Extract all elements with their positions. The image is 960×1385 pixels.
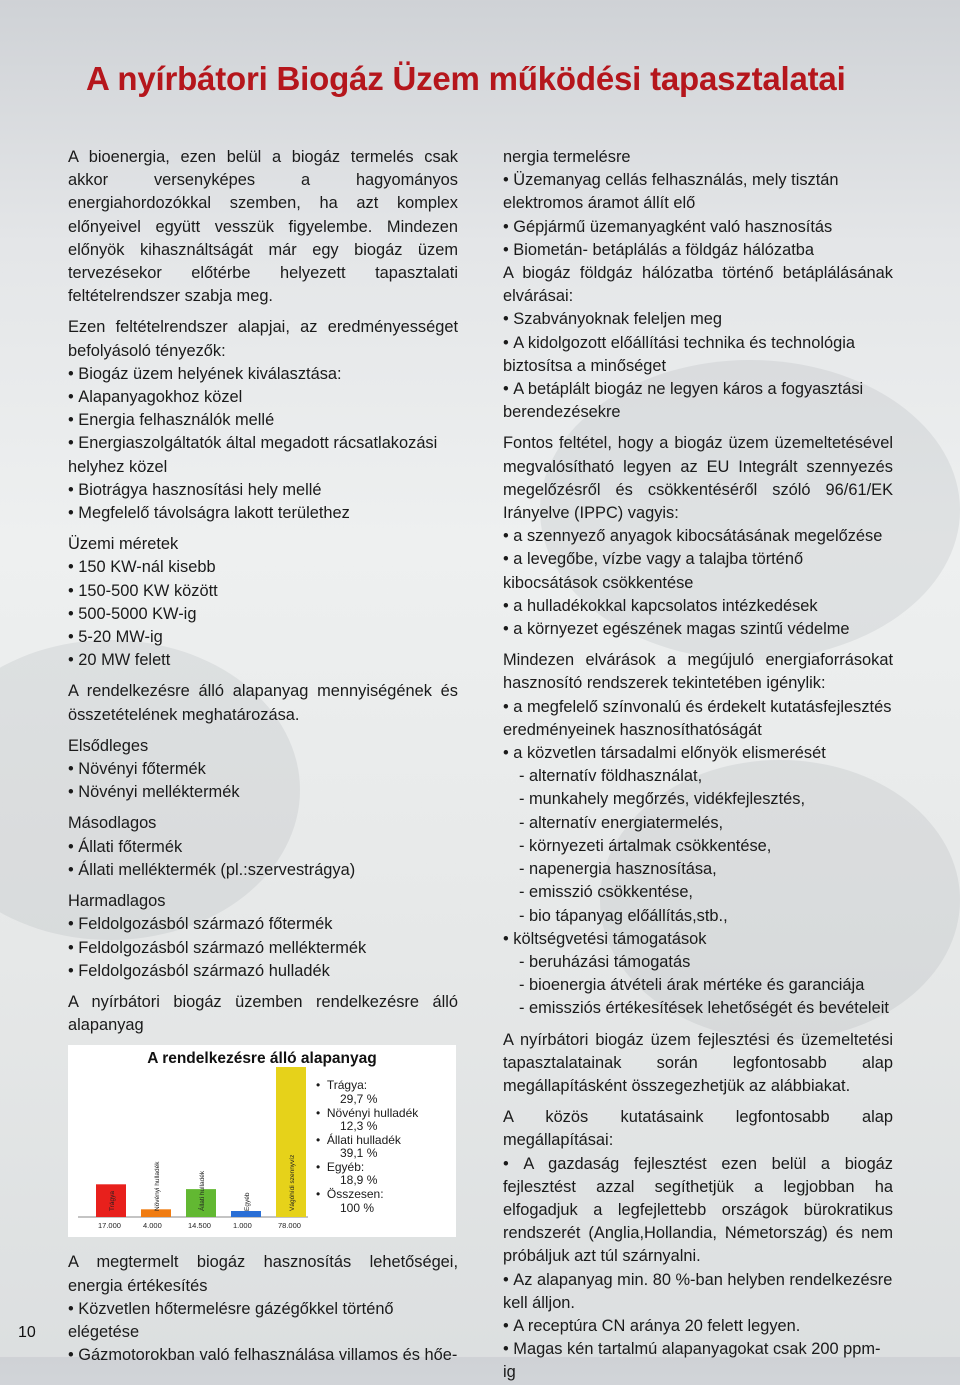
legend-value: 12,3 % bbox=[340, 1119, 378, 1134]
paragraph: A nyírbátori biogáz üzem fejlesztési és üzemeltetési tapasztalatainak során legfontosabb alap megállapításként összegezhetjük az alábbiakat. bbox=[503, 1030, 893, 1095]
list-item: • Közvetlen hőtermelésre gázégőkkel történő elégetése bbox=[68, 1298, 458, 1344]
paragraph: Harmadlagos bbox=[68, 892, 166, 911]
list-item: • Energia felhasználók mellé bbox=[68, 409, 458, 432]
bar-category-label: Egyéb bbox=[244, 1192, 251, 1212]
legend-label: • Egyéb: bbox=[316, 1161, 456, 1175]
list-item: • Biometán- betáplálás a földgáz hálózatba bbox=[503, 239, 893, 262]
paragraph: A bioenergia, ezen belül a biogáz termelés csak akkor versenyképes a hagyományos energiahordozókkal szemben, ha azt komplex előnyeivel együtt vesszük figyelembe. Mindezen előnyök kihasználtságát már egy biogáz üzem tervezésekor előtérbe helyezett tapasztalati feltételrendszer szabja meg. bbox=[68, 148, 458, 306]
dash-item: - emissziós értékesítések lehetőségét és bevételeit bbox=[503, 997, 893, 1020]
paragraph: A biogáz földgáz hálózatba történő betáplálásának elvárásai: bbox=[503, 264, 893, 306]
left-column bbox=[68, 146, 458, 1367]
page-number: 10 bbox=[18, 1324, 36, 1341]
bar-category-label: Növényi hulladék bbox=[154, 1161, 161, 1212]
legend-label: • Növényi hulladék bbox=[316, 1107, 456, 1121]
page-title: A nyírbátori Biogáz Üzem működési tapasztalatai bbox=[86, 60, 846, 97]
dash-item: - beruházási támogatás bbox=[503, 951, 893, 974]
paragraph: Mindezen elvárások a megújuló energiaforrásokat hasznosító rendszerek tekintetében igénylik: bbox=[503, 651, 893, 693]
list-item: • a megfelelő színvonalú és érdekelt kutatásfejlesztés eredményeinek hasznosíthatóságát bbox=[503, 696, 893, 742]
right-column bbox=[503, 146, 893, 1385]
legend-label: • Állati hulladék bbox=[316, 1134, 456, 1148]
list-item: • Feldolgozásból származó főtermék bbox=[68, 913, 458, 936]
legend-value: 18,9 % bbox=[340, 1173, 378, 1188]
list-item: • Feldolgozásból származó hulladék bbox=[68, 960, 458, 983]
list-item: • Magas kén tartalmú alapanyagokat csak 200 ppm-ig bbox=[503, 1338, 893, 1384]
list-item: • 20 MW felett bbox=[68, 649, 458, 672]
legend-value: 29,7 % bbox=[340, 1091, 378, 1106]
list-item: • A gazdaság fejlesztést ezen belül a biogáz fejlesztést azzal segíthetjük a legjobban ha elfogadjuk a legfejlettebb országok bürokratikus rendszerét (Anglia,Hollandia, Németország) és nem próbáljuk azt túl szárnyalni. bbox=[503, 1153, 893, 1269]
list-item: • a közvetlen társadalmi előnyök elismerését bbox=[503, 742, 893, 765]
list-item: • Feldolgozásból származó melléktermék bbox=[68, 937, 458, 960]
paragraph: Fontos feltétel, hogy a biogáz üzem üzemeltetésével megvalósítható legyen az EU Integrált szennyezés megelőzésről és csökkentéséről szóló 96/61/EK Irányelve (IPPC) vagyis: bbox=[503, 434, 893, 523]
dash-item: - napenergia hasznosítása, bbox=[503, 858, 893, 881]
legend-label: • Trágya: bbox=[316, 1079, 456, 1093]
list-item: • Gépjármű üzemanyagként való hasznosítás bbox=[503, 216, 893, 239]
paragraph: A közös kutatásaink legfontosabb alap megállapításai: bbox=[503, 1108, 893, 1150]
paragraph: • Biogáz üzem helyének kiválasztása: bbox=[68, 363, 458, 386]
list-item: • Üzemanyag cellás felhasználás, mely tisztán elektromos áramot állít elő bbox=[503, 169, 893, 215]
list-item: • Növényi melléktermék bbox=[68, 781, 458, 804]
paragraph: A rendelkezésre álló alapanyag mennyiségének és összetételének meghatározása. bbox=[68, 682, 458, 724]
list-item: • Biotrágya hasznosítási hely mellé bbox=[68, 479, 458, 502]
bar-category-label: Vágóhídi szennyvíz bbox=[289, 1154, 296, 1212]
list-item: • a környezet egészének magas szintű védelme bbox=[503, 618, 893, 641]
list-item: • Az alapanyag min. 80 %-ban helyben rendelkezésre kell álljon. bbox=[503, 1269, 893, 1315]
chart-legend bbox=[316, 1079, 456, 1215]
paragraph: nergia termelésre bbox=[503, 148, 631, 166]
bar-value-label: 14.500 bbox=[188, 1221, 211, 1231]
bar-value-label: 17.000 bbox=[98, 1221, 121, 1231]
bar-value-label: 4.000 bbox=[143, 1221, 162, 1231]
list-item: • A receptúra CN aránya 20 felett legyen. bbox=[503, 1315, 893, 1338]
chart-title: A rendelkezésre álló alapanyag bbox=[147, 1050, 377, 1068]
dash-item: - alternatív energiatermelés, bbox=[503, 812, 893, 835]
list-item: • Gázmotorokban való felhasználása villamos és hőe- bbox=[68, 1344, 458, 1367]
list-item: • A kidolgozott előállítási technika és technológia biztosítsa a minőséget bbox=[503, 332, 893, 378]
list-item: • a levegőbe, vízbe vagy a talajba történő kibocsátások csökkentése bbox=[503, 548, 893, 594]
paragraph: Elsődleges bbox=[68, 736, 149, 755]
dash-item: - alternatív földhasználat, bbox=[503, 765, 893, 788]
dash-item: - munkahely megőrzés, vidékfejlesztés, bbox=[503, 788, 893, 811]
legend-label: • Összesen: bbox=[316, 1188, 456, 1202]
paragraph: Másodlagos bbox=[68, 814, 157, 833]
paragraph: Ezen feltételrendszer alapjai, az eredményességet befolyásoló tényezők: bbox=[68, 318, 458, 360]
bar-value-label: 78.000 bbox=[278, 1221, 301, 1231]
bar-value-label: 1.000 bbox=[233, 1221, 252, 1231]
list-item: • a szennyező anyagok kibocsátásának megelőzése bbox=[503, 525, 893, 548]
paragraph: A megtermelt biogáz hasznosítás lehetőségei, energia értékesítés bbox=[68, 1253, 458, 1295]
list-item: • Növényi főtermék bbox=[68, 758, 458, 781]
list-item: • 150-500 KW között bbox=[68, 580, 458, 603]
list-item: • Energiaszolgáltatók által megadott rácsatlakozási helyhez közel bbox=[68, 432, 458, 478]
dash-item: - bio tápanyag előállítás,stb., bbox=[503, 905, 893, 928]
paragraph: A nyírbátori biogáz üzemben rendelkezésre álló alapanyag bbox=[68, 992, 458, 1035]
feedstock-chart bbox=[68, 1045, 456, 1237]
dash-item: - emisszió csökkentése, bbox=[503, 881, 893, 904]
paragraph: Üzemi méretek bbox=[68, 535, 179, 554]
list-item: • költségvetési támogatások bbox=[503, 928, 893, 951]
list-item: • 5-20 MW-ig bbox=[68, 626, 458, 649]
list-item: • A betáplált biogáz ne legyen káros a fogyasztási berendezésekre bbox=[503, 378, 893, 424]
list-item: • Alapanyagokhoz közel bbox=[68, 386, 458, 409]
bar-chart bbox=[68, 1045, 308, 1237]
bar-category-label: Állati hulladék bbox=[199, 1171, 206, 1212]
list-item: • 500-5000 KW-ig bbox=[68, 603, 458, 626]
list-item: • Szabványoknak feleljen meg bbox=[503, 308, 893, 331]
list-item: • Megfelelő távolságra lakott területhez bbox=[68, 502, 458, 525]
dash-item: - bioenergia átvételi árak mértéke és garanciája bbox=[503, 974, 893, 997]
list-item: • Állati melléktermék (pl.:szervestrágya) bbox=[68, 859, 458, 882]
list-item: • 150 KW-nál kisebb bbox=[68, 556, 458, 579]
list-item: • a hulladékokkal kapcsolatos intézkedések bbox=[503, 595, 893, 618]
dash-item: - környezeti ártalmak csökkentése, bbox=[503, 835, 893, 858]
bar-category-label: Trágya bbox=[109, 1191, 116, 1212]
legend-value: 100 % bbox=[340, 1200, 375, 1215]
list-item: • Állati főtermék bbox=[68, 836, 458, 859]
legend-value: 39,1 % bbox=[340, 1146, 378, 1161]
